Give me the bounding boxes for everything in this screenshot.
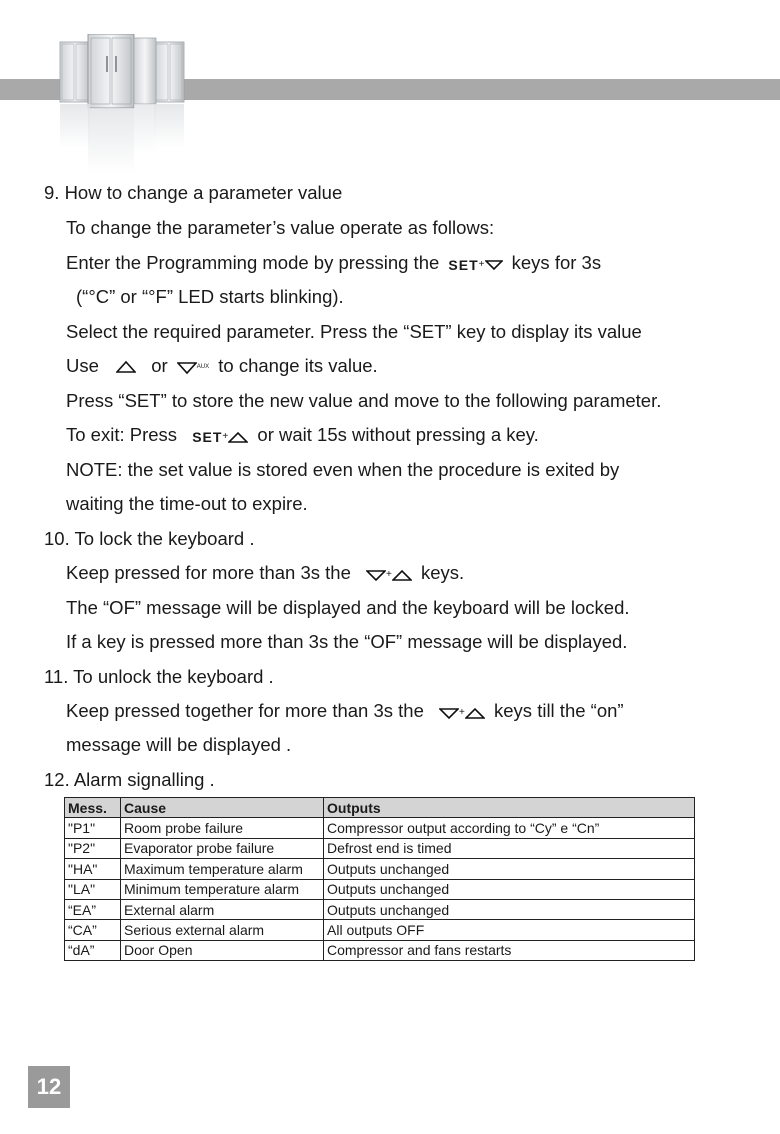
set-plus-down-key-icon: SET+ (448, 253, 502, 276)
table-row (65, 818, 695, 838)
table-row (65, 859, 695, 879)
table-row (65, 879, 695, 899)
section-10-line-3: If a key is pressed more than 3s the “OF” message will be displayed. (66, 631, 628, 652)
table-header-row (65, 798, 695, 818)
cell-mess: “CA” (65, 920, 121, 940)
cell-outputs: Compressor output according to “Cy” e “Cn” (324, 818, 695, 838)
section-9-line-1: To change the parameter’s value operate as follows: (66, 217, 495, 238)
header-outputs: Outputs (324, 798, 695, 818)
alarm-table (64, 797, 695, 961)
page-number: 12 (28, 1066, 70, 1108)
table-row (65, 940, 695, 960)
section-10-line-2: The “OF” message will be displayed and the keyboard will be locked. (66, 597, 630, 618)
section-9-line-8: NOTE: the set value is stored even when the procedure is exited by (66, 459, 620, 480)
cell-mess: "P2" (65, 838, 121, 858)
down-aux-key-icon: AUX (177, 356, 209, 378)
cell-outputs: Outputs unchanged (324, 859, 695, 879)
up-key-icon (116, 360, 136, 374)
cell-cause: Room probe failure (121, 818, 324, 838)
down-plus-up-key-icon: + (366, 563, 412, 586)
cell-cause: Maximum temperature alarm (121, 859, 324, 879)
cell-outputs: Compressor and fans restarts (324, 940, 695, 960)
section-9-line-3: (“°C” or “°F” LED starts blinking). (76, 286, 344, 307)
section-9-heading: 9. How to change a parameter value (44, 182, 343, 203)
cell-outputs: All outputs OFF (324, 920, 695, 940)
section-9-line-5: Use or AUX to change its value. (66, 355, 378, 378)
section-10-line-1: Keep pressed for more than 3s the + keys. (66, 562, 464, 586)
cell-cause: Serious external alarm (121, 920, 324, 940)
section-9-line-2: Enter the Programming mode by pressing the SET+ keys for 3s (66, 252, 601, 276)
cell-cause: External alarm (121, 899, 324, 919)
cell-mess: "LA" (65, 879, 121, 899)
down-plus-up-key-icon: + (439, 701, 485, 724)
section-10-heading: 10. To lock the keyboard . (44, 528, 255, 549)
section-9-line-6: Press “SET” to store the new value and move to the following parameter. (66, 390, 662, 411)
section-9-line-9: waiting the time-out to expire. (66, 493, 308, 514)
cell-outputs: Outputs unchanged (324, 879, 695, 899)
cell-outputs: Defrost end is timed (324, 838, 695, 858)
refrigerator-illustration (58, 34, 186, 176)
cell-mess: “EA” (65, 899, 121, 919)
table-row (65, 920, 695, 940)
table-row (65, 899, 695, 919)
cell-cause: Door Open (121, 940, 324, 960)
cell-mess: “dA” (65, 940, 121, 960)
cell-cause: Minimum temperature alarm (121, 879, 324, 899)
section-9-line-7: To exit: Press SET+ or wait 15s without pressing a key. (66, 424, 539, 448)
header-mess: Mess. (65, 798, 121, 818)
cell-mess: "P1" (65, 818, 121, 838)
table-row (65, 838, 695, 858)
cell-outputs: Outputs unchanged (324, 899, 695, 919)
header-cause: Cause (121, 798, 324, 818)
section-9-line-4: Select the required parameter. Press the “SET” key to display its value (66, 321, 642, 342)
section-12-heading: 12. Alarm signalling . (44, 769, 215, 790)
section-11-line-1: Keep pressed together for more than 3s the + keys till the “on” (66, 700, 624, 724)
section-11-heading: 11. To unlock the keyboard . (44, 666, 274, 687)
set-plus-up-key-icon: SET+ (192, 425, 248, 448)
cell-cause: Evaporator probe failure (121, 838, 324, 858)
section-11-line-2: message will be displayed . (66, 734, 292, 755)
cell-mess: "HA" (65, 859, 121, 879)
